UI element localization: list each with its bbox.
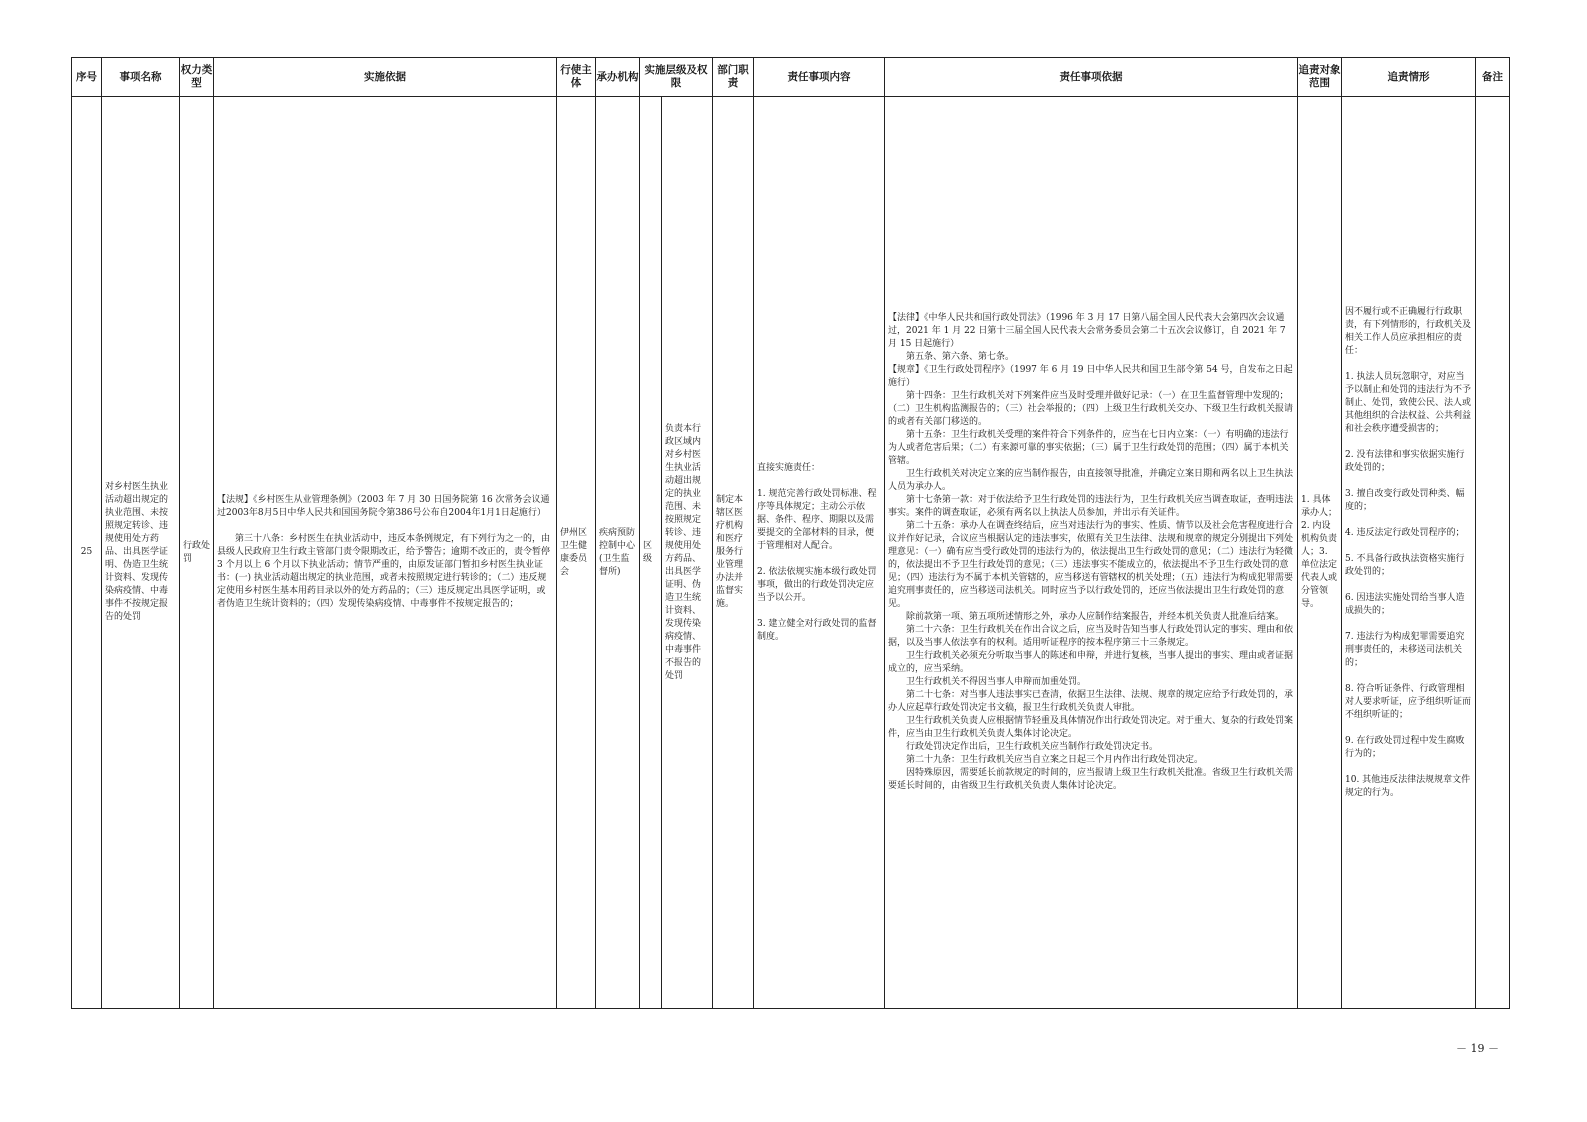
scope-value: 1. 具体承办人；2. 内设机构负责人；3. 单位法定代表人或分管领导。 bbox=[1301, 495, 1338, 609]
cell-remarks bbox=[1476, 97, 1510, 1009]
circumstance-item: 2. 没有法律和事实依据实施行政处罚的； bbox=[1345, 449, 1465, 473]
header-agency: 承办机构 bbox=[596, 58, 640, 97]
cell-level-b bbox=[662, 97, 713, 1009]
cell-agency bbox=[596, 97, 640, 1009]
resp-content-item: 2. 依法依规实施本级行政处罚事项，做出的行政处罚决定应当予以公开。 bbox=[757, 566, 877, 603]
cell-seq bbox=[72, 97, 102, 1009]
resp-basis-paragraph: 除前款第一项、第五项所述情形之外，承办人应制作结案报告，并经本机关负责人批准后结案。 bbox=[906, 612, 1285, 622]
circumstance-item: 4. 违反法定行政处罚程序的； bbox=[1345, 527, 1465, 538]
item-name: 对乡村医生执业活动超出规定的执业范围、未按照规定转诊、违规使用处方药品、出具医学证明、伪造卫生统计资料、发现传染病疫情、中毒事件不按规定报告的处罚 bbox=[105, 482, 169, 622]
header-power-type: 权力类型 bbox=[180, 58, 214, 97]
resp-basis-paragraph: 卫生行政机关对决定立案的应当制作报告，由直接领导批准，并确定立案日期和两名以上卫生执法人员为承办人。 bbox=[888, 469, 1294, 492]
resp-basis-paragraph: 【法律】《中华人民共和国行政处罚法》（1996 年 3 月 17 日第八届全国人民代表大会第四次会议通过，2021 年 1 月 22 日第十三届全国人民代表大会常务委员会第二十五次会议修订，自 2021 年 7 月 15 日起施行） bbox=[888, 313, 1286, 349]
resp-basis-paragraph: 第二十九条：卫生行政机关应当自立案之日起三个月内作出行政处罚决定。 bbox=[906, 755, 1204, 765]
circumstance-item: 因不履行或不正确履行行政职责，有下列情形的，行政机关及相关工作人员应承担相应的责任： bbox=[1345, 306, 1472, 356]
resp-content-item: 3. 建立健全对行政处罚的监督制度。 bbox=[757, 618, 877, 642]
page-number: － 19 － bbox=[1456, 1042, 1499, 1055]
circumstance-item: 3. 擅自改变行政处罚种类、幅度的； bbox=[1345, 488, 1465, 512]
cell-duty bbox=[713, 97, 754, 1009]
cell-scope bbox=[1298, 97, 1342, 1009]
resp-basis-paragraph: 第二十七条：对当事人违法事实已查清，依据卫生法律、法规、规章的规定应给予行政处罚的，承办人应起草行政处罚决定书文稿，报卫生行政机关负责人审批。 bbox=[888, 690, 1294, 713]
header-seq: 序号 bbox=[72, 58, 102, 97]
seq-value: 25 bbox=[80, 547, 93, 557]
circumstance-item: 1. 执法人员玩忽职守，对应当予以制止和处罚的违法行为不予制止、处罚，致使公民、法人或其他组织的合法权益、公共利益和社会秩序遭受损害的； bbox=[1345, 371, 1472, 434]
remarks-value bbox=[1476, 551, 1509, 555]
resp-basis-paragraph: 第五条、第六条、第七条。 bbox=[906, 352, 1015, 362]
resp-basis-paragraph: 行政处罚决定作出后，卫生行政机关应当制作行政处罚决定书。 bbox=[906, 742, 1159, 752]
header-resp-content: 责任事项内容 bbox=[754, 58, 885, 97]
subject-value: 伊州区卫生健康委员会 bbox=[560, 527, 588, 577]
resp-basis-paragraph: 第十七条第一款：对于依法给予卫生行政处罚的违法行为，卫生行政机关应当调查取证，查明违法事实。案件的调查取证，必须有两名以上执法人员参加，并出示有关证件。 bbox=[888, 495, 1294, 518]
resp-content-item: 直接实施责任： bbox=[757, 462, 821, 473]
power-type-value: 行政处罚 bbox=[183, 540, 211, 564]
header-subject: 行使主体 bbox=[557, 58, 596, 97]
table-row bbox=[72, 97, 1510, 1009]
resp-basis-paragraph: 第十四条：卫生行政机关对下列案件应当及时受理并做好记录：（一）在卫生监督管理中发现的；（二）卫生机构监测报告的；（三）社会举报的；（四）上级卫生行政机关交办、下级卫生行政机关报请的或者有关部门移送的。 bbox=[888, 391, 1294, 427]
header-scope: 追责对象范围 bbox=[1298, 58, 1342, 97]
header-basis: 实施依据 bbox=[214, 58, 557, 97]
duty-value: 制定本辖区医疗机构和医疗服务行业管理办法并监督实施。 bbox=[716, 495, 744, 609]
level-authority: 负责本行政区域内对乡村医生执业活动超出规定的执业范围、未按照规定转诊、违规使用处方药品、出具医学证明、伪造卫生统计资料、发现传染病疫情、中毒事件不报告的处罚 bbox=[665, 423, 702, 681]
resp-basis-paragraph: 卫生行政机关必须充分听取当事人的陈述和申辩，并进行复核，当事人提出的事实、理由或者证据成立的，应当采纳。 bbox=[888, 651, 1294, 674]
resp-content-list bbox=[754, 447, 884, 659]
cell-circumstances bbox=[1342, 97, 1476, 1009]
header-row bbox=[72, 58, 1510, 97]
cell-resp-content bbox=[754, 97, 885, 1009]
circumstances-list bbox=[1342, 291, 1475, 815]
resp-basis-paragraph: 第十五条：卫生行政机关受理的案件符合下列条件的，应当在七日内立案：（一）有明确的违法行为人或者危害后果；（二）有来源可靠的事实依据；（三）属于卫生行政处罚的范围；（四）属于本机关管辖。 bbox=[888, 430, 1289, 466]
circumstance-item: 10. 其他违反法律法规规章文件规定的行为。 bbox=[1345, 774, 1471, 798]
cell-basis bbox=[214, 97, 557, 1009]
circumstance-item: 6. 因违法实施处罚给当事人造成损失的； bbox=[1345, 592, 1465, 616]
header-resp-basis: 责任事项依据 bbox=[885, 58, 1298, 97]
agency-value: 疾病预防控制中心(卫生监督所) bbox=[599, 527, 636, 577]
basis-law-title: 【法规】《乡村医生从业管理条例》（2003 年 7 月 30 日国务院第 16 次常务会议通过2003年8月5日中华人民共和国国务院令第386号公布自2004年1月1日起施行） bbox=[217, 495, 550, 518]
header-level: 实施层级及权限 bbox=[640, 58, 713, 97]
basis-text bbox=[214, 479, 556, 626]
cell-level-a bbox=[640, 97, 662, 1009]
header-remarks: 备注 bbox=[1476, 58, 1510, 97]
circumstance-item: 5. 不具备行政执法资格实施行政处罚的； bbox=[1345, 553, 1465, 577]
cell-power-type bbox=[180, 97, 214, 1009]
header-name: 事项名称 bbox=[102, 58, 180, 97]
cell-name bbox=[102, 97, 180, 1009]
header-circumstances: 追责情形 bbox=[1342, 58, 1476, 97]
resp-basis-paragraph: 第二十六条：卫生行政机关在作出合议之后，应当及时告知当事人行政处罚认定的事实、理由和依据，以及当事人依法享有的权利。适用听证程序的按本程序第三十三条规定。 bbox=[888, 625, 1294, 648]
resp-basis-paragraph: 因特殊原因，需要延长前款规定的时间的，应当报请上级卫生行政机关批准。省级卫生行政机关需要延长时间的，由省级卫生行政机关负责人集体讨论决定。 bbox=[888, 768, 1294, 791]
resp-basis-paragraph: 卫生行政机关负责人应根据情节轻重及具体情况作出行政处罚决定。对于重大、复杂的行政处罚案件，应当由卫生行政机关负责人集体讨论决定。 bbox=[888, 716, 1294, 739]
cell-subject bbox=[557, 97, 596, 1009]
header-duty: 部门职责 bbox=[713, 58, 754, 97]
resp-basis-text bbox=[885, 310, 1297, 795]
resp-content-item: 1. 规范完善行政处罚标准、程序等具体规定；主动公示依据、条件、程序、期限以及需要提交的全部材料的目录，便于管理相对人配合。 bbox=[757, 488, 877, 551]
power-list-table bbox=[71, 57, 1510, 1009]
circumstance-item: 9. 在行政处罚过程中发生腐败行为的； bbox=[1345, 735, 1465, 759]
resp-basis-paragraph: 第二十五条：承办人在调查终结后，应当对违法行为的事实、性质、情节以及社会危害程度进行合议并作好记录，合议应当根据认定的违法事实，依照有关卫生法律、法规和规章的规定分别提出下列处理意见：（一）确有应当受行政处罚的违法行为的，依法提出卫生行政处罚的意见；（二）违法行为轻微的，依法提出不予卫生行政处罚的意见；（三）违法事实不能成立的，依法提出不予卫生行政处罚的意见；（四）违法行为不属于本机关管辖的，应当移送有管辖权的机关处理；（五）违法行为构成犯罪需要追究刑事责任的，应当移送司法机关。同时应当予以行政处罚的，还应当依法提出卫生行政处罚的意见。 bbox=[888, 521, 1294, 609]
cell-resp-basis bbox=[885, 97, 1298, 1009]
resp-basis-paragraph: 卫生行政机关不得因当事人申辩而加重处罚。 bbox=[906, 677, 1087, 687]
resp-basis-paragraph: 【规章】《卫生行政处罚程序》（1997 年 6 月 19 日中华人民共和国卫生部令第 54 号，自发布之日起施行） bbox=[888, 365, 1293, 388]
basis-article: 第三十八条：乡村医生在执业活动中，违反本条例规定，有下列行为之一的，由县级人民政府卫生行政主管部门责令限期改正，给予警告；逾期不改正的，责令暂停 3 个月以上 6 个月以下执业活动；情节严重的，由原发证部门暂扣乡村医生执业证书：(一) 执业活动超出规定的执业范围，或者未按照规定进行转诊的；（二）违反规定使用乡村医生基本用药目录以外的处方药品的；（三）违反规定出具医学证明，或者伪造卫生统计资料的；（四）发现传染病疫情、中毒事件不按规定报告的； bbox=[217, 534, 551, 609]
level-value: 区级 bbox=[643, 540, 653, 564]
circumstance-item: 8. 符合听证条件、行政管理相对人要求听证，应予组织听证而不组织听证的； bbox=[1345, 683, 1472, 720]
circumstance-item: 7. 违法行为构成犯罪需要追究刑事责任的，未移送司法机关的； bbox=[1345, 631, 1465, 668]
